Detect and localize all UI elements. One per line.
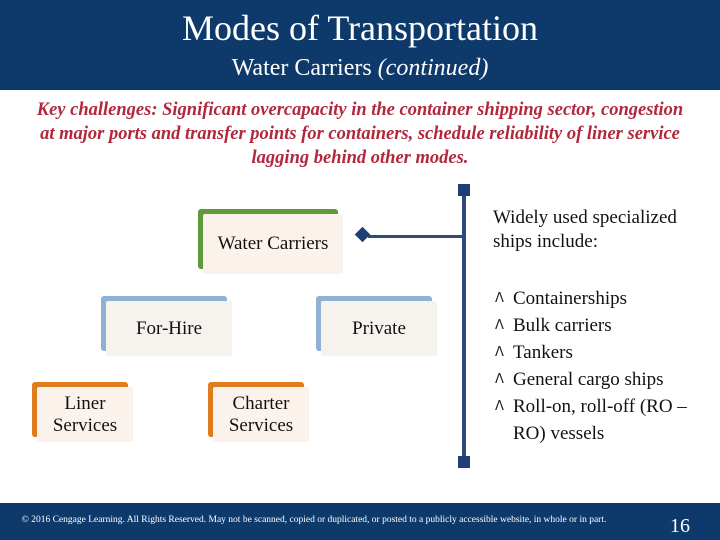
connector-square-bottom: [458, 456, 470, 468]
connector-square-top: [458, 184, 470, 196]
connector-vertical: [462, 196, 466, 464]
list-item-text: Containerships: [513, 288, 627, 309]
list-item: [495, 366, 710, 393]
node-water-carriers: [203, 214, 343, 274]
node-label: Private: [321, 301, 437, 356]
node-liner-services: [37, 387, 133, 442]
connector-diamond: [355, 227, 371, 243]
connector-horizontal: [368, 235, 464, 238]
list-item-text: Roll-on, roll-off (RO –RO) vessels: [513, 396, 687, 444]
subtitle-main: Water Carriers: [231, 55, 378, 81]
node-private: [321, 301, 437, 356]
bullet-icon: Ʌ: [495, 291, 504, 306]
bullet-icon: Ʌ: [495, 345, 504, 360]
slide-title: Modes of Transportation: [181, 8, 538, 48]
node-label: Liner Services: [37, 387, 133, 442]
ships-intro: Widely used specialized ships include:: [493, 207, 677, 252]
bullet-icon: Ʌ: [495, 318, 504, 333]
bullet-icon: Ʌ: [495, 372, 504, 387]
node-label: Water Carriers: [203, 214, 343, 274]
list-item-text: Bulk carriers: [513, 315, 612, 336]
bullet-icon: Ʌ: [495, 399, 504, 414]
list-item: [495, 285, 710, 312]
list-item: [495, 393, 710, 447]
list-item-text: Tankers: [513, 342, 573, 363]
copyright-notice: © 2016 Cengage Learning. All Rights Reserved. May not be scanned, copied or duplicated, or posted to a publicly accessible website, in whole or in part.: [21, 515, 607, 525]
list-item: [495, 312, 710, 339]
node-for-hire: [106, 301, 232, 356]
page-number: 16: [670, 515, 690, 537]
subtitle-continued: (continued): [377, 55, 489, 81]
header-bar: [0, 0, 720, 90]
list-item: [495, 339, 710, 366]
node-charter-services: [213, 387, 309, 442]
slide-subtitle: [0, 52, 720, 84]
key-challenges-text: Key challenges: Significant overcapacity in the container shipping sector, congestion at major ports and transfer points for containers, schedule reliability of liner service lagging behind other modes.: [36, 100, 684, 168]
node-label: For-Hire: [106, 301, 232, 356]
node-label: Charter Services: [213, 387, 309, 442]
ships-list: [495, 285, 710, 447]
list-item-text: General cargo ships: [513, 369, 664, 390]
